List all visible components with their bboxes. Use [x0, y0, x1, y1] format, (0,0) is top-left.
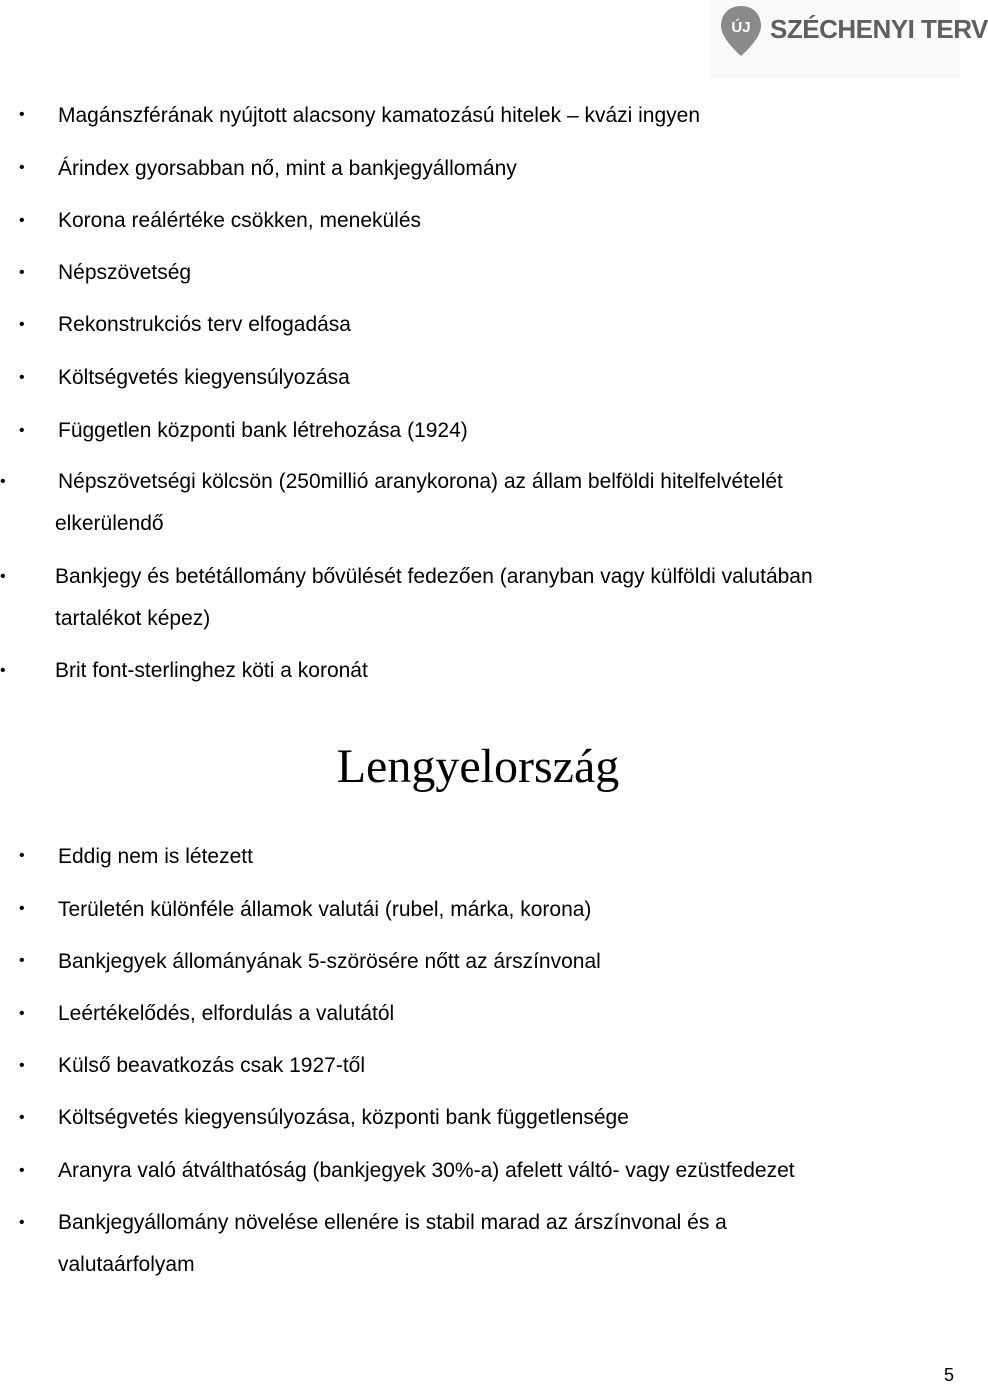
list-item: Árindex gyorsabban nő, mint a bankjegyállomány [58, 157, 517, 180]
list-item: Eddig nem is létezett [58, 845, 253, 868]
list-item: Aranyra való átválthatóság (bankjegyek 30%-a) afelett váltó- vagy ezüstfedezet [58, 1159, 795, 1182]
bullet: • [19, 106, 25, 123]
logo-brand-text: SZÉCHENYI TERV [770, 14, 988, 44]
list-item: Korona reálértéke csökken, menekülés [58, 209, 422, 232]
list-item: Magánszférának nyújtott alacsony kamatozású hitelek – kvázi ingyen [58, 104, 701, 127]
list-item: Költségvetés kiegyensúlyozása [58, 366, 350, 389]
map-pin-icon [718, 4, 764, 58]
bullet: • [19, 369, 25, 386]
bullet: • [19, 1214, 25, 1231]
szechenyi-terv-logo [710, 0, 988, 78]
list-item: Független központi bank létrehozása (1924) [58, 419, 468, 442]
list-item: Bankjegyállomány növelése ellenére is stabil marad az árszínvonal és a [58, 1211, 727, 1234]
list-item: Népszövetség [58, 261, 192, 284]
list-item-continuation: elkerülendő [55, 512, 164, 535]
bullet: • [19, 847, 25, 864]
bullet: • [0, 473, 6, 490]
bullet: • [0, 662, 6, 679]
bullet: • [19, 159, 25, 176]
bullet: • [19, 422, 25, 439]
list-item: Népszövetségi kölcsön (250millió aranykorona) az állam belföldi hitelfelvételét [58, 470, 783, 493]
list-item: Bankjegyek állományának 5-szörösére nőtt az árszínvonal [58, 950, 601, 973]
bullet: • [19, 316, 25, 333]
list-item: Leértékelődés, elfordulás a valutától [58, 1002, 395, 1025]
bullet: • [19, 212, 25, 229]
page-number: 5 [943, 1365, 954, 1385]
list-item-continuation: tartalékot képez) [55, 607, 211, 630]
bullet: • [19, 900, 25, 917]
bullet: • [19, 952, 25, 969]
list-item: Rekonstrukciós terv elfogadása [58, 313, 351, 336]
list-item: Bankjegy és betétállomány bővülését fedezően (aranyban vagy külföldi valutában [55, 565, 813, 588]
bullet: • [19, 1109, 25, 1126]
bullet: • [19, 1162, 25, 1179]
list-item-continuation: valutaárfolyam [58, 1253, 195, 1276]
bullet: • [19, 1005, 25, 1022]
list-item: Külső beavatkozás csak 1927-től [58, 1054, 366, 1077]
bullet: • [19, 264, 25, 281]
list-item: Területén különféle államok valutái (rubel, márka, korona) [58, 898, 592, 921]
bullet: • [0, 568, 6, 585]
section-title: Lengyelország [336, 740, 620, 793]
list-item: Brit font-sterlinghez köti a koronát [55, 659, 368, 682]
svg-text:ÚJ: ÚJ [731, 19, 751, 36]
bullet: • [19, 1057, 25, 1074]
list-item: Költségvetés kiegyensúlyozása, központi bank függetlensége [58, 1106, 629, 1129]
